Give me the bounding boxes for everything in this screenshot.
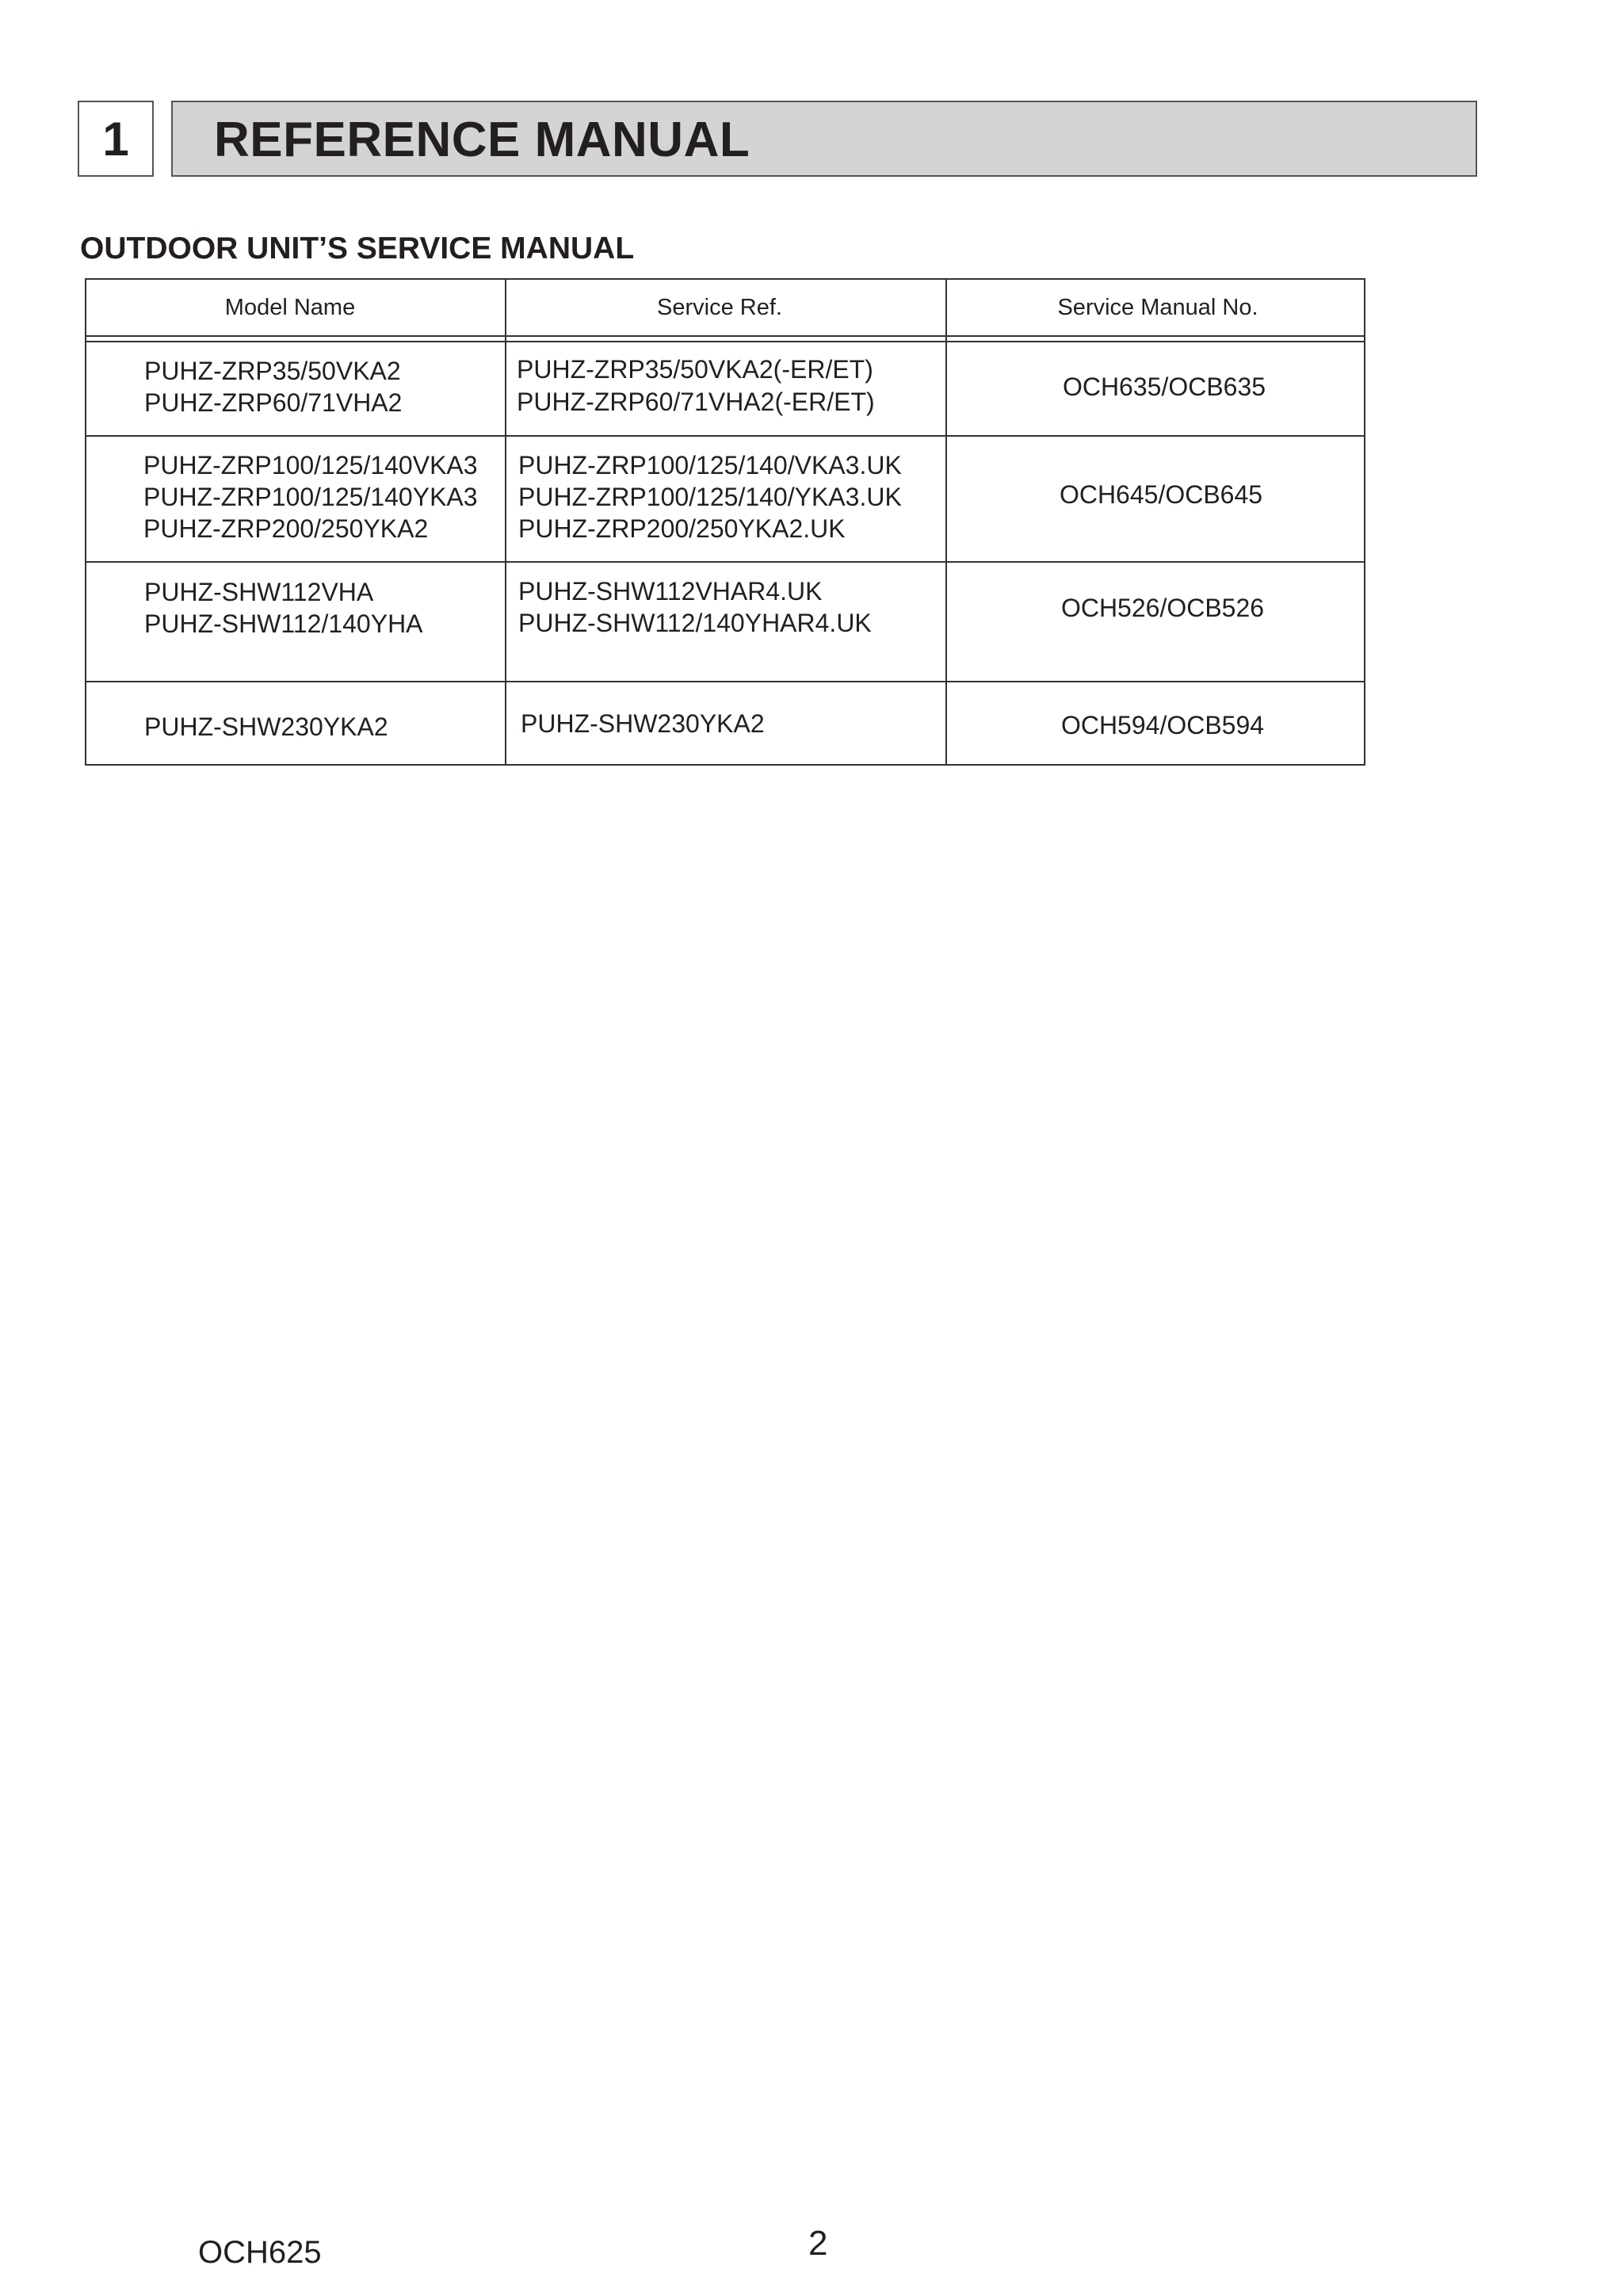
row-divider (86, 681, 1364, 682)
model-name-cell: PUHZ-SHW230YKA2 (144, 712, 388, 741)
row-divider (86, 561, 1364, 563)
service-ref-cell: PUHZ-ZRP200/250YKA2.UK (518, 514, 846, 543)
header-divider (86, 335, 1364, 337)
model-name-cell: PUHZ-SHW112VHA (144, 578, 374, 606)
column-divider (505, 280, 506, 764)
model-name-cell: PUHZ-ZRP35/50VKA2 (144, 357, 401, 385)
header-manual-no: Service Manual No. (1057, 295, 1258, 320)
service-ref-cell: PUHZ-ZRP100/125/140/VKA3.UK (518, 451, 902, 479)
chapter-title: REFERENCE MANUAL (214, 113, 750, 167)
header-divider (86, 341, 1364, 342)
model-name-cell: PUHZ-ZRP100/125/140YKA3 (143, 483, 478, 511)
service-manual-table (85, 278, 1365, 766)
service-ref-cell: PUHZ-ZRP60/71VHA2(-ER/ET) (517, 388, 875, 416)
manual-no-cell: OCH635/OCB635 (1062, 372, 1266, 401)
row-divider (86, 435, 1364, 437)
chapter-number-text: 1 (102, 112, 129, 166)
chapter-title-bar (171, 101, 1477, 177)
section-heading: OUTDOOR UNIT’S SERVICE MANUAL (80, 231, 635, 266)
service-ref-cell: PUHZ-ZRP35/50VKA2(-ER/ET) (517, 355, 873, 384)
document-code: OCH625 (198, 2235, 322, 2270)
model-name-cell: PUHZ-ZRP100/125/140VKA3 (143, 451, 478, 479)
column-divider (945, 280, 947, 764)
header-service-ref: Service Ref. (657, 295, 782, 320)
manual-no-cell: OCH526/OCB526 (1060, 594, 1265, 622)
manual-no-cell: OCH645/OCB645 (1059, 480, 1263, 509)
chapter-number (78, 101, 154, 177)
model-name-cell: PUHZ-ZRP60/71VHA2 (144, 388, 403, 417)
service-ref-cell: PUHZ-SHW112/140YHAR4.UK (518, 609, 872, 637)
model-name-cell: PUHZ-SHW112/140YHA (144, 609, 423, 638)
service-ref-cell: PUHZ-SHW230YKA2 (521, 709, 765, 738)
page-number: 2 (808, 2224, 828, 2263)
model-name-cell: PUHZ-ZRP200/250YKA2 (143, 514, 429, 543)
manual-no-cell: OCH594/OCB594 (1060, 711, 1265, 739)
service-ref-cell: PUHZ-SHW112VHAR4.UK (518, 577, 823, 606)
service-ref-cell: PUHZ-ZRP100/125/140/YKA3.UK (518, 483, 902, 511)
header-model-name: Model Name (224, 295, 356, 320)
